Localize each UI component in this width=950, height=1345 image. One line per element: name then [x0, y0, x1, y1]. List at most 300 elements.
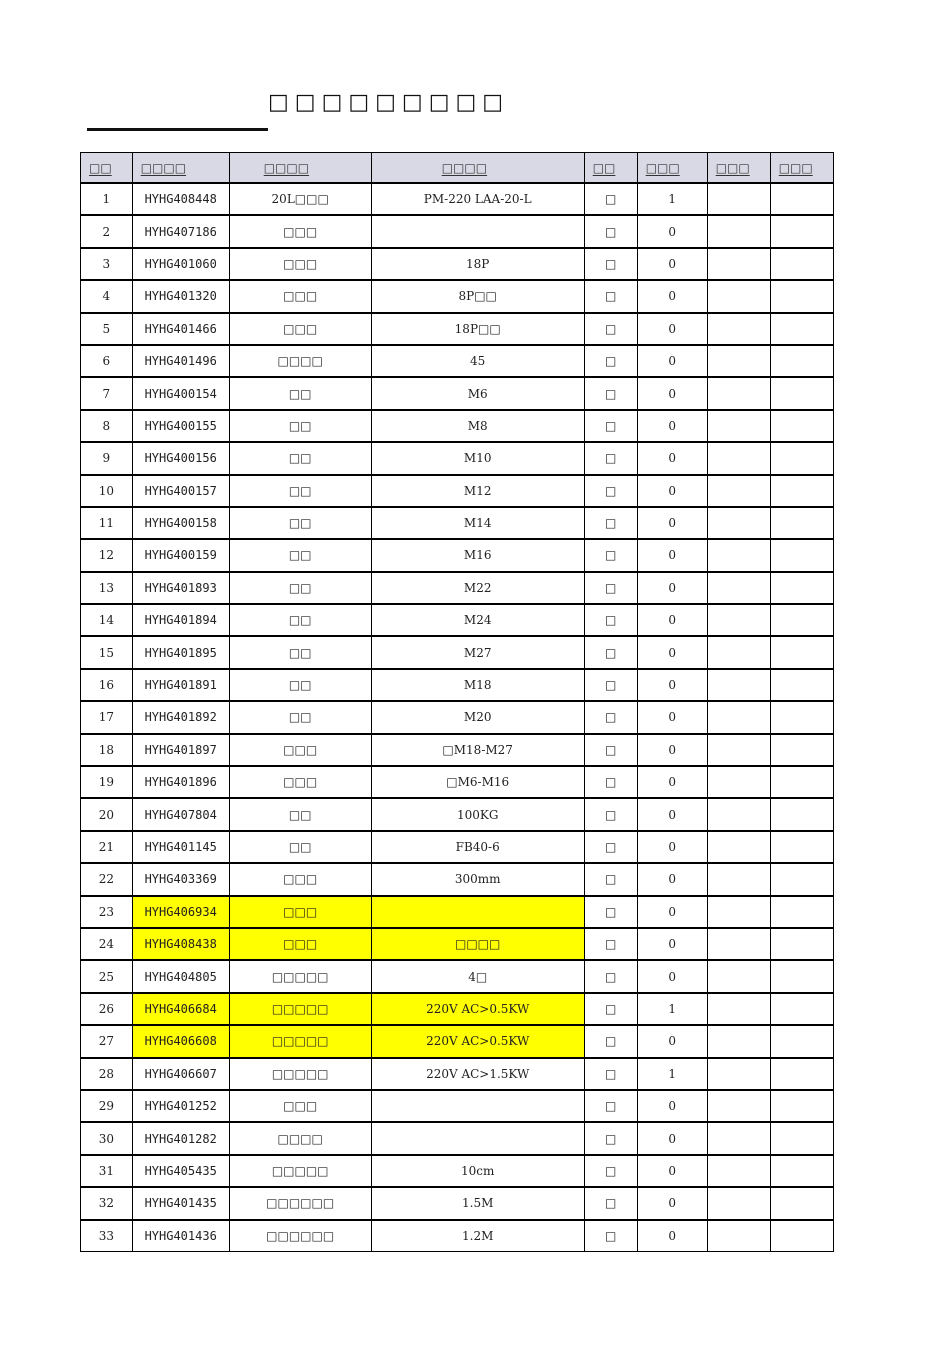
item-code[interactable]: HYHG406608 [132, 1025, 229, 1057]
cell-extra-2[interactable] [770, 572, 833, 604]
cell-extra-1[interactable] [707, 248, 770, 280]
item-code[interactable]: HYHG406934 [132, 896, 229, 928]
item-qty[interactable]: 0 [637, 248, 707, 280]
cell-extra-2[interactable] [770, 313, 833, 345]
item-name[interactable]: □□□ [229, 1090, 371, 1122]
item-qty[interactable]: 0 [637, 280, 707, 312]
table-row [81, 475, 834, 507]
cell-extra-1[interactable] [707, 377, 770, 409]
row-number[interactable]: 24 [81, 928, 133, 960]
item-code[interactable]: HYHG401466 [132, 313, 229, 345]
item-unit[interactable]: □ [584, 410, 637, 442]
item-name[interactable]: □□ [229, 475, 371, 507]
row-number[interactable]: 13 [81, 572, 133, 604]
item-qty[interactable]: 1 [637, 1058, 707, 1090]
item-unit[interactable]: □ [584, 507, 637, 539]
item-spec[interactable] [371, 1090, 584, 1122]
item-name[interactable]: □□ [229, 377, 371, 409]
cell-extra-2[interactable] [770, 1090, 833, 1122]
item-unit[interactable]: □ [584, 798, 637, 830]
item-spec[interactable]: 10cm [371, 1155, 584, 1187]
col-header-name[interactable]: □□□□ [229, 153, 371, 184]
item-spec[interactable]: PM-220 LAA-20-L [371, 183, 584, 215]
row-number[interactable]: 29 [81, 1090, 133, 1122]
item-spec[interactable]: □M18-M27 [371, 734, 584, 766]
item-name[interactable]: □□ [229, 507, 371, 539]
row-number[interactable]: 28 [81, 1058, 133, 1090]
cell-extra-2[interactable] [770, 539, 833, 571]
cell-extra-2[interactable] [770, 798, 833, 830]
item-unit[interactable]: □ [584, 313, 637, 345]
item-code[interactable]: HYHG401891 [132, 669, 229, 701]
item-qty[interactable]: 1 [637, 993, 707, 1025]
cell-extra-2[interactable] [770, 280, 833, 312]
item-qty[interactable]: 0 [637, 896, 707, 928]
table-row [81, 604, 834, 636]
cell-extra-2[interactable] [770, 766, 833, 798]
cell-extra-1[interactable] [707, 183, 770, 215]
item-qty[interactable]: 0 [637, 345, 707, 377]
item-code[interactable]: HYHG405435 [132, 1155, 229, 1187]
item-spec[interactable]: M16 [371, 539, 584, 571]
item-code[interactable]: HYHG401282 [132, 1122, 229, 1154]
table-row [81, 183, 834, 215]
row-number[interactable]: 6 [81, 345, 133, 377]
item-spec[interactable] [371, 896, 584, 928]
item-name[interactable]: □□□□ [229, 345, 371, 377]
item-name[interactable]: □□□ [229, 215, 371, 247]
item-qty[interactable]: 0 [637, 313, 707, 345]
item-spec[interactable]: M14 [371, 507, 584, 539]
cell-extra-2[interactable] [770, 1155, 833, 1187]
item-name[interactable]: □□□□□□ [229, 1220, 371, 1252]
item-code[interactable]: HYHG401892 [132, 701, 229, 733]
cell-extra-1[interactable] [707, 863, 770, 895]
item-name[interactable]: □□ [229, 442, 371, 474]
cell-extra-2[interactable] [770, 831, 833, 863]
row-number[interactable]: 27 [81, 1025, 133, 1057]
item-name[interactable]: □□□□□ [229, 1058, 371, 1090]
item-qty[interactable]: 0 [637, 960, 707, 992]
item-unit[interactable]: □ [584, 928, 637, 960]
item-code[interactable]: HYHG401896 [132, 766, 229, 798]
item-spec[interactable]: M12 [371, 475, 584, 507]
cell-extra-1[interactable] [707, 507, 770, 539]
cell-extra-2[interactable] [770, 734, 833, 766]
row-number[interactable]: 5 [81, 313, 133, 345]
cell-extra-1[interactable] [707, 1122, 770, 1154]
cell-extra-1[interactable] [707, 669, 770, 701]
cell-extra-1[interactable] [707, 1025, 770, 1057]
item-name[interactable]: □□ [229, 539, 371, 571]
row-number[interactable]: 7 [81, 377, 133, 409]
item-name[interactable]: □□□□□ [229, 1025, 371, 1057]
table-row [81, 863, 834, 895]
cell-extra-1[interactable] [707, 831, 770, 863]
item-name[interactable]: □□ [229, 636, 371, 668]
cell-extra-1[interactable] [707, 1220, 770, 1252]
row-number[interactable]: 31 [81, 1155, 133, 1187]
cell-extra-2[interactable] [770, 928, 833, 960]
item-unit[interactable]: □ [584, 1025, 637, 1057]
cell-extra-2[interactable] [770, 896, 833, 928]
item-unit[interactable]: □ [584, 248, 637, 280]
item-name[interactable]: □□□□□ [229, 1155, 371, 1187]
table-row [81, 734, 834, 766]
cell-extra-2[interactable] [770, 1058, 833, 1090]
table-row [81, 831, 834, 863]
col-header-qty[interactable]: □□□ [637, 153, 707, 184]
table-row [81, 345, 834, 377]
col-header-no[interactable]: □□ [81, 153, 133, 184]
item-code[interactable]: HYHG400159 [132, 539, 229, 571]
item-unit[interactable]: □ [584, 766, 637, 798]
item-code[interactable]: HYHG408438 [132, 928, 229, 960]
item-spec[interactable]: FB40-6 [371, 831, 584, 863]
table-row [81, 798, 834, 830]
header-row [81, 153, 834, 184]
table-row [81, 1122, 834, 1154]
item-code[interactable]: HYHG401893 [132, 572, 229, 604]
item-qty[interactable]: 0 [637, 215, 707, 247]
table-row [81, 507, 834, 539]
item-qty[interactable]: 0 [637, 442, 707, 474]
inventory-table [80, 152, 834, 1252]
cell-extra-1[interactable] [707, 766, 770, 798]
cell-extra-1[interactable] [707, 960, 770, 992]
item-name[interactable]: □□□□□ [229, 993, 371, 1025]
cell-extra-1[interactable] [707, 280, 770, 312]
item-qty[interactable]: 0 [637, 507, 707, 539]
item-code[interactable]: HYHG408448 [132, 183, 229, 215]
row-number[interactable]: 11 [81, 507, 133, 539]
item-unit[interactable]: □ [584, 669, 637, 701]
cell-extra-1[interactable] [707, 993, 770, 1025]
cell-extra-1[interactable] [707, 701, 770, 733]
item-spec[interactable]: M10 [371, 442, 584, 474]
item-name[interactable]: 20L□□□ [229, 183, 371, 215]
table-row [81, 572, 834, 604]
item-unit[interactable]: □ [584, 701, 637, 733]
item-name[interactable]: □□ [229, 669, 371, 701]
cell-extra-2[interactable] [770, 345, 833, 377]
cell-extra-2[interactable] [770, 183, 833, 215]
item-unit[interactable]: □ [584, 345, 637, 377]
row-number[interactable]: 19 [81, 766, 133, 798]
table-row [81, 928, 834, 960]
item-name[interactable]: □□□ [229, 313, 371, 345]
cell-extra-2[interactable] [770, 1122, 833, 1154]
item-code[interactable]: HYHG401436 [132, 1220, 229, 1252]
row-number[interactable]: 15 [81, 636, 133, 668]
item-code[interactable]: HYHG403369 [132, 863, 229, 895]
item-name[interactable]: □□□ [229, 928, 371, 960]
row-number[interactable]: 9 [81, 442, 133, 474]
item-spec[interactable]: 220V AC>0.5KW [371, 1025, 584, 1057]
item-qty[interactable]: 0 [637, 604, 707, 636]
item-code[interactable]: HYHG406684 [132, 993, 229, 1025]
item-code[interactable]: HYHG400157 [132, 475, 229, 507]
item-spec[interactable]: 220V AC>0.5KW [371, 993, 584, 1025]
item-unit[interactable]: □ [584, 863, 637, 895]
col-header-unit[interactable]: □□ [584, 153, 637, 184]
cell-extra-2[interactable] [770, 669, 833, 701]
item-spec[interactable]: M22 [371, 572, 584, 604]
item-unit[interactable]: □ [584, 1090, 637, 1122]
table-row [81, 539, 834, 571]
item-name[interactable]: □□□ [229, 766, 371, 798]
cell-extra-2[interactable] [770, 960, 833, 992]
cell-extra-1[interactable] [707, 572, 770, 604]
cell-extra-2[interactable] [770, 377, 833, 409]
row-number[interactable]: 18 [81, 734, 133, 766]
item-code[interactable]: HYHG401320 [132, 280, 229, 312]
item-spec[interactable] [371, 1122, 584, 1154]
item-unit[interactable]: □ [584, 1155, 637, 1187]
item-code[interactable]: HYHG401435 [132, 1187, 229, 1219]
item-name[interactable]: □□□□□□ [229, 1187, 371, 1219]
item-spec[interactable]: 45 [371, 345, 584, 377]
cell-extra-1[interactable] [707, 734, 770, 766]
item-qty[interactable]: 0 [637, 831, 707, 863]
item-unit[interactable]: □ [584, 734, 637, 766]
item-qty[interactable]: 0 [637, 572, 707, 604]
item-spec[interactable]: 300mm [371, 863, 584, 895]
item-unit[interactable]: □ [584, 993, 637, 1025]
row-number[interactable]: 10 [81, 475, 133, 507]
row-number[interactable]: 2 [81, 215, 133, 247]
cell-extra-2[interactable] [770, 1025, 833, 1057]
item-spec[interactable]: M8 [371, 410, 584, 442]
cell-extra-1[interactable] [707, 215, 770, 247]
item-unit[interactable]: □ [584, 1187, 637, 1219]
row-number[interactable]: 22 [81, 863, 133, 895]
table-row [81, 1155, 834, 1187]
item-qty[interactable]: 0 [637, 475, 707, 507]
row-number[interactable]: 30 [81, 1122, 133, 1154]
row-number[interactable]: 33 [81, 1220, 133, 1252]
item-code[interactable]: HYHG401252 [132, 1090, 229, 1122]
item-spec[interactable]: 18P□□ [371, 313, 584, 345]
cell-extra-1[interactable] [707, 1090, 770, 1122]
item-spec[interactable]: M24 [371, 604, 584, 636]
cell-extra-1[interactable] [707, 1155, 770, 1187]
item-name[interactable]: □□ [229, 410, 371, 442]
title-underline [87, 128, 268, 131]
col-header-spec[interactable]: □□□□ [371, 153, 584, 184]
table-row [81, 215, 834, 247]
item-spec[interactable]: 100KG [371, 798, 584, 830]
row-number[interactable]: 16 [81, 669, 133, 701]
row-number[interactable]: 25 [81, 960, 133, 992]
cell-extra-1[interactable] [707, 636, 770, 668]
cell-extra-2[interactable] [770, 1187, 833, 1219]
cell-extra-2[interactable] [770, 993, 833, 1025]
item-name[interactable]: □□□ [229, 248, 371, 280]
item-unit[interactable]: □ [584, 280, 637, 312]
table-row [81, 1058, 834, 1090]
item-unit[interactable]: □ [584, 960, 637, 992]
cell-extra-1[interactable] [707, 896, 770, 928]
item-code[interactable]: HYHG401145 [132, 831, 229, 863]
item-code[interactable]: HYHG404805 [132, 960, 229, 992]
table-row [81, 1090, 834, 1122]
item-spec[interactable]: 1.5M [371, 1187, 584, 1219]
cell-extra-1[interactable] [707, 1058, 770, 1090]
cell-extra-2[interactable] [770, 507, 833, 539]
item-unit[interactable]: □ [584, 831, 637, 863]
item-name[interactable]: □□□ [229, 280, 371, 312]
item-unit[interactable]: □ [584, 442, 637, 474]
table-row [81, 1187, 834, 1219]
item-qty[interactable]: 0 [637, 539, 707, 571]
item-unit[interactable]: □ [584, 475, 637, 507]
cell-extra-2[interactable] [770, 701, 833, 733]
item-spec[interactable]: 1.2M [371, 1220, 584, 1252]
row-number[interactable]: 32 [81, 1187, 133, 1219]
item-qty[interactable]: 0 [637, 734, 707, 766]
item-name[interactable]: □□□□ [229, 1122, 371, 1154]
cell-extra-2[interactable] [770, 442, 833, 474]
cell-extra-2[interactable] [770, 636, 833, 668]
cell-extra-2[interactable] [770, 604, 833, 636]
item-qty[interactable]: 0 [637, 377, 707, 409]
item-code[interactable]: HYHG400155 [132, 410, 229, 442]
table-row [81, 1025, 834, 1057]
item-name[interactable]: □□□ [229, 896, 371, 928]
row-number[interactable]: 26 [81, 993, 133, 1025]
cell-extra-1[interactable] [707, 539, 770, 571]
item-unit[interactable]: □ [584, 896, 637, 928]
cell-extra-1[interactable] [707, 928, 770, 960]
col-header-7[interactable]: □□□ [707, 153, 770, 184]
item-name[interactable]: □□□ [229, 734, 371, 766]
row-number[interactable]: 14 [81, 604, 133, 636]
item-name[interactable]: □□ [229, 831, 371, 863]
table-row [81, 960, 834, 992]
item-qty[interactable]: 0 [637, 410, 707, 442]
col-header-code[interactable]: □□□□ [132, 153, 229, 184]
item-code[interactable]: HYHG407804 [132, 798, 229, 830]
item-code[interactable]: HYHG400154 [132, 377, 229, 409]
item-unit[interactable]: □ [584, 636, 637, 668]
item-spec[interactable]: M27 [371, 636, 584, 668]
cell-extra-2[interactable] [770, 215, 833, 247]
item-code[interactable]: HYHG406607 [132, 1058, 229, 1090]
item-name[interactable]: □□ [229, 701, 371, 733]
table-row [81, 636, 834, 668]
row-number[interactable]: 17 [81, 701, 133, 733]
cell-extra-1[interactable] [707, 604, 770, 636]
item-qty[interactable]: 0 [637, 701, 707, 733]
row-number[interactable]: 20 [81, 798, 133, 830]
table-row [81, 313, 834, 345]
item-qty[interactable]: 0 [637, 766, 707, 798]
row-number[interactable]: 1 [81, 183, 133, 215]
item-spec[interactable] [371, 215, 584, 247]
cell-extra-2[interactable] [770, 1220, 833, 1252]
item-unit[interactable]: □ [584, 539, 637, 571]
cell-extra-2[interactable] [770, 863, 833, 895]
item-name[interactable]: □□ [229, 572, 371, 604]
item-name[interactable]: □□ [229, 798, 371, 830]
item-name[interactable]: □□ [229, 604, 371, 636]
item-code[interactable]: HYHG401895 [132, 636, 229, 668]
item-qty[interactable]: 0 [637, 1122, 707, 1154]
item-qty[interactable]: 0 [637, 636, 707, 668]
item-qty[interactable]: 0 [637, 1187, 707, 1219]
item-qty[interactable]: 0 [637, 669, 707, 701]
item-unit[interactable]: □ [584, 604, 637, 636]
row-number[interactable]: 21 [81, 831, 133, 863]
cell-extra-2[interactable] [770, 475, 833, 507]
col-header-8[interactable]: □□□ [770, 153, 833, 184]
item-spec[interactable]: 18P [371, 248, 584, 280]
row-number[interactable]: 12 [81, 539, 133, 571]
item-spec[interactable]: M20 [371, 701, 584, 733]
item-qty[interactable]: 0 [637, 863, 707, 895]
item-spec[interactable]: 220V AC>1.5KW [371, 1058, 584, 1090]
item-unit[interactable]: □ [584, 572, 637, 604]
cell-extra-1[interactable] [707, 442, 770, 474]
item-unit[interactable]: □ [584, 215, 637, 247]
item-code[interactable]: HYHG401894 [132, 604, 229, 636]
item-spec[interactable]: M6 [371, 377, 584, 409]
item-qty[interactable]: 0 [637, 798, 707, 830]
item-spec[interactable]: M18 [371, 669, 584, 701]
cell-extra-1[interactable] [707, 475, 770, 507]
cell-extra-1[interactable] [707, 1187, 770, 1219]
row-number[interactable]: 4 [81, 280, 133, 312]
item-name[interactable]: □□□ [229, 863, 371, 895]
cell-extra-2[interactable] [770, 410, 833, 442]
cell-extra-2[interactable] [770, 248, 833, 280]
item-unit[interactable]: □ [584, 1058, 637, 1090]
row-number[interactable]: 23 [81, 896, 133, 928]
item-unit[interactable]: □ [584, 1122, 637, 1154]
cell-extra-1[interactable] [707, 313, 770, 345]
item-spec[interactable]: □M6-M16 [371, 766, 584, 798]
item-qty[interactable]: 0 [637, 1220, 707, 1252]
item-code[interactable]: HYHG407186 [132, 215, 229, 247]
item-unit[interactable]: □ [584, 377, 637, 409]
item-unit[interactable]: □ [584, 1220, 637, 1252]
item-code[interactable]: HYHG400158 [132, 507, 229, 539]
item-code[interactable]: HYHG401060 [132, 248, 229, 280]
table-row [81, 993, 834, 1025]
cell-extra-1[interactable] [707, 798, 770, 830]
row-number[interactable]: 3 [81, 248, 133, 280]
table-row [81, 1220, 834, 1252]
table-row [81, 766, 834, 798]
item-spec[interactable]: 8P□□ [371, 280, 584, 312]
item-spec[interactable]: 4□ [371, 960, 584, 992]
item-unit[interactable]: □ [584, 183, 637, 215]
item-code[interactable]: HYHG401496 [132, 345, 229, 377]
item-qty[interactable]: 0 [637, 1090, 707, 1122]
item-qty[interactable]: 0 [637, 1155, 707, 1187]
item-qty[interactable]: 0 [637, 928, 707, 960]
item-name[interactable]: □□□□□ [229, 960, 371, 992]
item-code[interactable]: HYHG400156 [132, 442, 229, 474]
item-spec[interactable]: □□□□ [371, 928, 584, 960]
item-qty[interactable]: 1 [637, 183, 707, 215]
item-qty[interactable]: 0 [637, 1025, 707, 1057]
cell-extra-1[interactable] [707, 410, 770, 442]
item-code[interactable]: HYHG401897 [132, 734, 229, 766]
row-number[interactable]: 8 [81, 410, 133, 442]
cell-extra-1[interactable] [707, 345, 770, 377]
